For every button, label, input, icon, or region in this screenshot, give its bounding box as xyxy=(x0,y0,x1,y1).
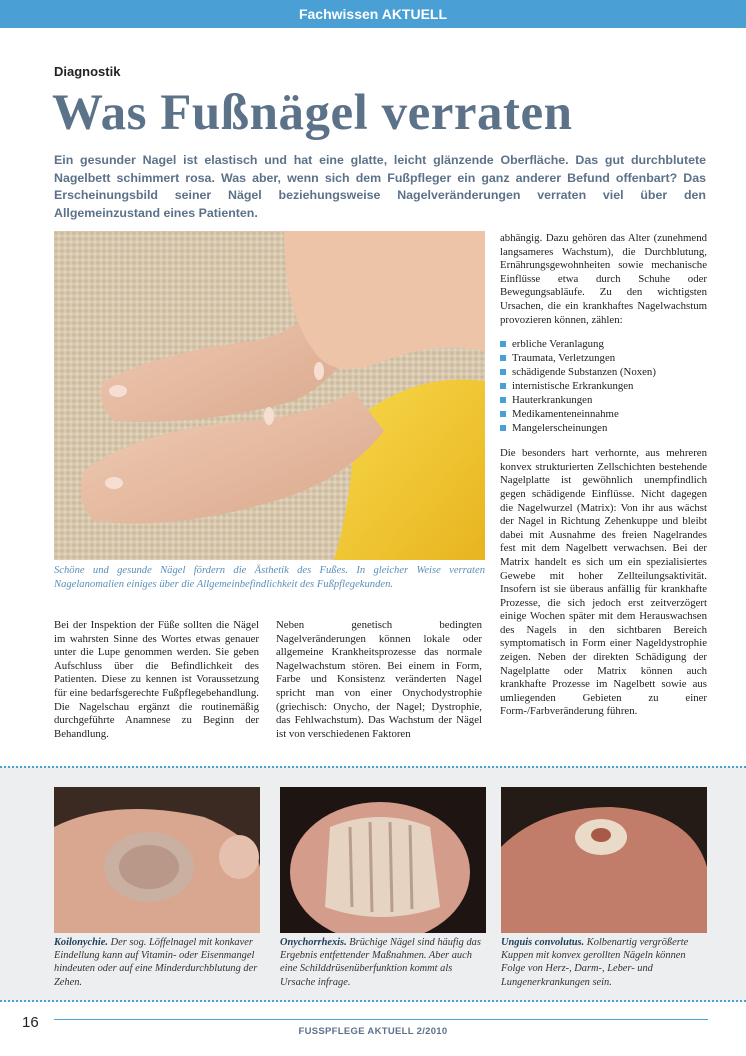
article-title: Was Fußnägel verraten xyxy=(52,85,573,141)
text-column-2 xyxy=(276,619,482,751)
caption-term: Onychorrhexis. xyxy=(280,937,347,948)
list-item: schädigende Substanzen (Noxen) xyxy=(500,365,707,379)
caption-term: Koilonychie. xyxy=(54,937,108,948)
causes-list xyxy=(500,337,707,435)
journal-name: FUSSPFLEGE AKTUELL 2/2010 xyxy=(298,1026,448,1037)
list-item: erbliche Veranlagung xyxy=(500,337,707,351)
caption-text: Der sog. Löffelnagel mit konkaver Eindellung kann auf Vitamin- oder Eisenmangel hindeuten oder auf eine Minderdurchblutung der Zehen. xyxy=(54,937,258,988)
koilonychia-photo xyxy=(54,787,260,933)
section-header: Fachwissen AKTUELL xyxy=(0,0,746,28)
main-photo-caption: Schöne und gesunde Nägel fördern die Ästhetik des Fußes. In gleicher Weise verraten Nagelanomalien einiges über die Allgemeinbefindlichkeit des Fußpflegekunden. xyxy=(54,565,485,590)
caption-term: Unguis convolutus. xyxy=(501,937,585,948)
paragraph: Neben genetisch bedingten Nagelveränderungen können lokale oder allgemeine Krankheitsprozesse das normale Nagelwachstum stören. Bei einem in Form, Farbe und Konsistenz veränderten Nagel spricht man von einer Onychodystrophie (griechisch: Onycho, der Nagel; Dystrophie, das Fehlwachstum). Das Wachstum der Nägel ist von verschiedenen Faktoren xyxy=(276,619,482,740)
paragraph: abhängig. Dazu gehören das Alter (zunehmend langsameres Wachstum), die Durchblutung, Ernährungsgewohnheiten sowie mechanische Einflüsse etwa durch Schuhe oder Bewegungsabläufe. Zu den wichtigsten Ursachen, die ein krankhaftes Nagelwachstum provozieren können, zählen: xyxy=(500,232,707,326)
page-number: 16 xyxy=(22,1014,39,1031)
list-item: Hauterkrankungen xyxy=(500,393,707,407)
text-column-3 xyxy=(500,232,707,729)
paragraph: Bei der Inspektion der Füße sollten die Nägel im wahrsten Sinne des Wortes etwas genauer unter die Lupe genommen werden. Sie geben Aufschluss über die Befindlichkeit des Patienten. Diese zu kennen ist Voraussetzung für eine bedarfsgerechte Fußpflegebehandlung. Die Nagelschau ergänzt die routinemäßig durchgeführte Anamnese zu Beginn der Behandlung. xyxy=(54,619,259,740)
caption-text: Kolbenartig vergrößerte Kuppen mit konvex gerollten Nägeln können Folge von Herz-, Darm-, Leber- und Lungenerkrankungen sein. xyxy=(501,937,689,988)
article-kicker: Diagnostik xyxy=(54,64,121,79)
list-item: Traumata, Verletzungen xyxy=(500,351,707,365)
unguis-convolutus-photo xyxy=(501,787,707,933)
feet-photo xyxy=(54,231,485,560)
footer-rule xyxy=(54,1019,708,1020)
figure-caption-1 xyxy=(54,936,264,989)
list-item: Mangelerscheinungen xyxy=(500,421,707,435)
article-lead: Ein gesunder Nagel ist elastisch und hat eine glatte, leicht glänzende Oberfläche. Das gut durchblutete Nagelbett schimmert rosa. Was aber, wenn sich dem Fußpfleger ein ganz anderer Befund offenbart? Das Erscheinungsbild seiner Nägel beziehungsweise Nagelveränderungen verraten viel über den Allgemeinzustand eines Patienten. xyxy=(54,153,706,220)
figure-caption-3 xyxy=(501,936,711,989)
onychorrhexis-photo xyxy=(280,787,486,933)
list-item: Medikamenteneinnahme xyxy=(500,407,707,421)
paragraph: Die besonders hart verhornte, aus mehreren konvex strukturierten Zellschichten bestehende Nagelplatte ist gewöhnlich unempfindlich gegen schädigende Einflüsse. Nicht dagegen die Nagelwurzel (Matrix): Von ihr aus wächst der Nagel in Richtung Zehenkuppe und bleibt dabei mit Ausnahme des freien Nagelrandes fest mit dem Nagelbett verwachsen. Bei der Matrix handelt es sich um ein spezialisiertes Gewebe mit hoher Zellteilungsaktivität. Insofern ist sie überaus anfällig für krankhafte Prozesse, die sich jedoch erst zeitverzögert einige Wochen später mit dem Herauswachsen des Nagels in den sichtbaren Bereich symptomatisch in Form einer Nageldystrophie zeigen. Neben der direkten Schädigung der Nagelplatte oder Matrix können auch krankhafte Prozesse im Nagelbett sowie aus umliegenden Gebieten zu einer Form-/Farbveränderung führen. xyxy=(500,447,707,718)
caption-text: Brüchige Nägel sind häufig das Ergebnis entfettender Maßnahmen. Aber auch eine Schilddrüsenüberfunktion kommt als Ursache infrage. xyxy=(280,937,481,988)
figure-caption-2 xyxy=(280,936,490,989)
text-column-1 xyxy=(54,619,259,751)
list-item: internistische Erkrankungen xyxy=(500,379,707,393)
